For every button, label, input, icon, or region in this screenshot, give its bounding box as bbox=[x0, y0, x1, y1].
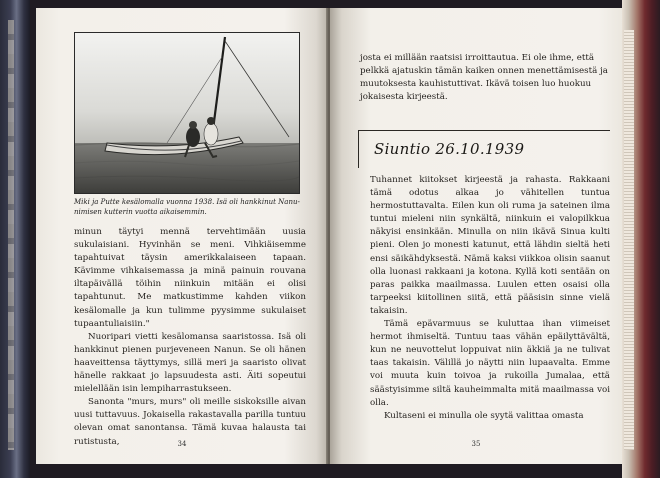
book-spine-left bbox=[0, 0, 30, 478]
sailboat-photo-image bbox=[75, 33, 299, 193]
right-page-body bbox=[370, 174, 610, 423]
left-page-number: 34 bbox=[177, 440, 187, 448]
letter-heading: Siuntio 26.10.1939 bbox=[374, 140, 525, 158]
left-paragraph: Nuoripari vietti kesälomansa saaristossa. Isä oli hankkinut pienen purjeveneen Nanun. Se oli hänen haaveittensa täyttymys, sillä meri ja saaristo olivat hänelle rakkaat jo lapsuudesta asti. Äiti sopeutui mielellään isin lempiharrastukseen. bbox=[74, 331, 306, 395]
left-page bbox=[36, 8, 328, 464]
heading-rule-vertical bbox=[358, 130, 359, 168]
right-page bbox=[330, 8, 622, 464]
left-paragraph: Sanonta "murs, murs" oli meille siskoksille aivan uusi tuttavuus. Jokaisella rakastavalla parilla tuntuu olevan omat sanontansa. Tämä kuvaa halausta tai rutistusta, bbox=[74, 397, 306, 447]
sailboat-photo bbox=[74, 32, 300, 194]
book-cover-edge-right bbox=[622, 0, 660, 478]
right-page-number: 35 bbox=[471, 440, 481, 448]
right-paragraph: Kultaseni ei minulla ole syytä valittaa omasta bbox=[384, 410, 584, 421]
photo-caption: Miki ja Putte kesälomalla vuonna 1938. Isä oli hankkinut Nanu-nimisen kutterin vuotta aikaisemmin. bbox=[74, 198, 300, 216]
right-paragraph: Tuhannet kiitokset kirjeestä ja rahasta. Rakkaani tämä odotus alkaa jo vähitellen tuntua hermostuttavalta. Eilen kun oli ruma ja sateinen ilma tuntui mieleni niin synkältä, niinkuin ei valopilkkua näkyisi ensinkään. Minulla on niin ikävä Sinua kulti pieni. Olen jo monesti katunut, että lähdin sieltä heti ensi säikähdyksestä. Nämä kaksi viikkoa olisin saanut olla luonasi rakkaani ja kotona. Kyllä koti sentään on paras paikka maailmassa. Luulen etten osaisi olla tarpeeksi kiitollinen siitä, että pääsisin sinne vielä takaisin. bbox=[370, 175, 610, 316]
left-page-body bbox=[74, 226, 306, 449]
heading-rule bbox=[358, 130, 610, 131]
left-paragraph: minun täytyi mennä tervehtimään uusia sukulaisiani. Hyvinhän se meni. Vihkiäisemme tapahtuivat täysin amerikkalaiseen tapaan. Kävimme vihkaisemassa ja minä painuin rouvana iltapäivällä töihin niinkuin mitään ei olisi tapahtunut. Me matkustimme kahden viikon kesälomalle ja kun tulimme pyysimme sukulaiset tupaantuliaisiin." bbox=[74, 227, 306, 329]
right-page-top-text: josta ei millään raatsisi irroittautua. Ei ole ihme, että pelkkä ajatuskin tämän kaiken onnen menettämisestä ja muutoksesta kauhistuttivat. Ikävä toisen luo huokuu jokaisesta kirjeestä. bbox=[360, 53, 608, 103]
right-paragraph: Tämä epävarmuus se kuluttaa ihan viimeiset hermot ihmiseltä. Tuntuu taas vähän epäilyttävältä, kun ne neuvottelut loppuivat niin äkkiä ja ne tulivat taas takaisin. Välillä jo näytti niin lupaavalta. Emme voi muuta kuin toivoa ja rukoilla Jumalaa, että säästyisimme siltä kauheimmalta mitä maailmassa voi olla. bbox=[370, 319, 610, 408]
